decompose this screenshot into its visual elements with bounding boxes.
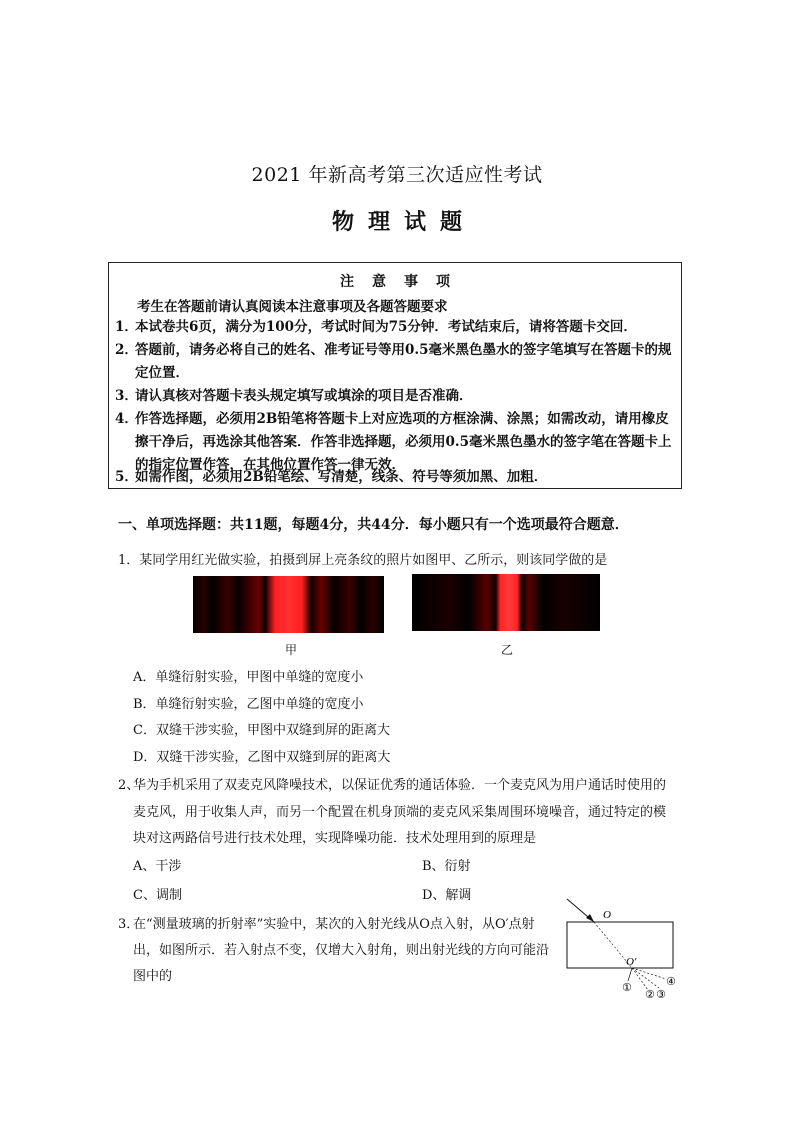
ray-label-2: ② bbox=[645, 988, 655, 1001]
photo-label-yi: 乙 bbox=[501, 643, 514, 657]
fringe-pattern-jia bbox=[193, 576, 384, 633]
ray-2 bbox=[632, 968, 648, 990]
incident-arrow-icon bbox=[586, 914, 594, 922]
glass-refraction-figure bbox=[562, 895, 692, 1009]
ray-label-1: ① bbox=[622, 981, 632, 994]
rule-number: 3． bbox=[115, 388, 138, 404]
notice-heading: 注意事项 bbox=[340, 274, 468, 290]
section-heading: 一、单项选择题：共11题，每题4分，共44分．每小题只有一个选项最符合题意． bbox=[118, 517, 629, 533]
rule-text: 答题前，请务必将自己的姓名、准考证号等用0.5毫米黑色墨水的签字笔填写在答题卡的规定位置． bbox=[135, 342, 672, 381]
refraction-diagram bbox=[562, 895, 692, 1005]
q3-number: 3． bbox=[118, 917, 140, 932]
notice-rule bbox=[115, 339, 673, 385]
rule-number: 2． bbox=[115, 342, 138, 358]
q2-number: 2、 bbox=[118, 778, 140, 793]
q1-stem: 1．某同学用红光做实验，拍摄到屏上亮条纹的照片如图甲、乙所示，则该同学做的是 bbox=[118, 553, 608, 568]
photo-label-jia: 甲 bbox=[285, 643, 298, 657]
q1-option-b: B．单缝衍射实验，乙图中单缝的宽度小 bbox=[133, 697, 364, 712]
rule-text: 作答选择题，必须用2B铅笔将答题卡上对应选项的方框涂满、涂黑；如需改动，请用橡皮擦干净后，再选涂其他答案．作答非选择题，必须用0.5毫米黑色墨水的签字笔在答题卡上的指定位置作答，在其他位置作答一律无效． bbox=[135, 411, 672, 473]
q2-option-b: B、衍射 bbox=[422, 859, 471, 874]
fringe-pattern-yi bbox=[412, 574, 600, 631]
q1-option-d: D．双缝干涉实验，乙图中双缝到屏的距离大 bbox=[133, 750, 391, 765]
ray-label-4: ④ bbox=[666, 975, 676, 988]
q1-option-a: A．单缝衍射实验，甲图中单缝的宽度小 bbox=[133, 670, 364, 685]
notice-rule bbox=[115, 385, 673, 408]
ray-label-3: ③ bbox=[656, 988, 666, 1001]
notice-box bbox=[108, 262, 682, 489]
fringe-photo-jia bbox=[193, 576, 384, 633]
notice-intro: 考生在答题前请认真阅读本注意事项及各题答题要求 bbox=[137, 299, 448, 315]
q3-text: 在“测量玻璃的折射率”实验中，某次的入射光线从O点入射，从O′点射出，如图所示．若入射点不变，仅增大入射角，则出射光线的方向可能沿图中的 bbox=[133, 917, 550, 984]
rule-text: 本试卷共6页，满分为100分，考试时间为75分钟．考试结束后，请将答题卡交回． bbox=[135, 319, 637, 335]
point-o-label: O bbox=[603, 909, 611, 921]
ray-1 bbox=[628, 968, 632, 981]
q2-option-d: D、解调 bbox=[422, 888, 472, 903]
ray-3 bbox=[632, 968, 659, 988]
subject-title: 物理试题 bbox=[331, 209, 476, 235]
ray-4 bbox=[632, 968, 666, 979]
rule-text: 请认真核对答题卡表头规定填写或填涂的项目是否准确． bbox=[135, 388, 473, 404]
q2-option-c: C、调制 bbox=[133, 888, 182, 903]
point-o-prime-label: O′ bbox=[626, 956, 637, 968]
q2-option-a: A、干涉 bbox=[133, 859, 182, 874]
rule-text: 如需作图，必须用2B铅笔绘、写清楚，线条、符号等须加黑、加粗． bbox=[135, 469, 548, 485]
notice-rule bbox=[115, 316, 673, 339]
notice-rule bbox=[115, 466, 673, 489]
q1-option-c: C．双缝干涉实验，甲图中双缝到屏的距离大 bbox=[133, 723, 390, 738]
q2-stem bbox=[118, 773, 678, 853]
rule-number: 1． bbox=[115, 319, 138, 335]
rule-number: 4． bbox=[115, 411, 138, 427]
glass-block bbox=[567, 922, 673, 968]
q3-stem bbox=[118, 912, 558, 990]
fringe-photo-yi bbox=[412, 574, 600, 631]
exam-title: 2021 年新高考第三次适应性考试 bbox=[251, 164, 543, 186]
q2-text: 华为手机采用了双麦克风降噪技术，以保证优秀的通话体验．一个麦克风为用户通话时使用的麦克风，用于收集人声，而另一个配置在机身顶端的麦克风采集周围环境噪音，通过特定的模块对这两路信号进行技术处理，实现降噪功能．技术处理用到的原理是 bbox=[133, 778, 667, 846]
rule-number: 5． bbox=[115, 469, 138, 485]
